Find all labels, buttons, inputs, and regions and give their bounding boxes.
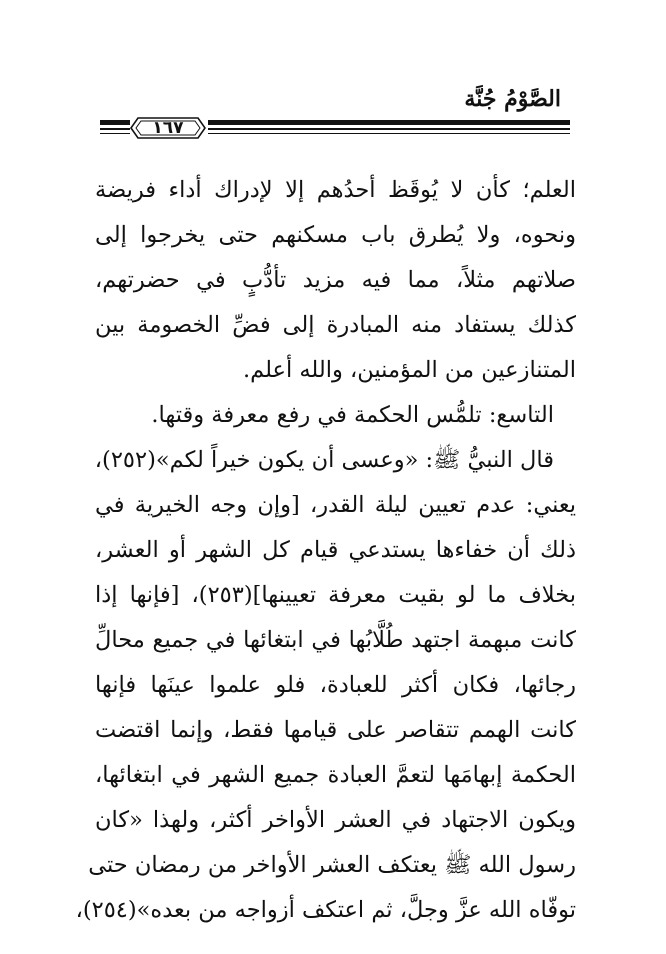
text-line: يعني: عدم تعيين ليلة القدر، [وإن وجه الخيرية في [95, 492, 576, 518]
header-rule [100, 117, 570, 139]
text-line: الحكمة إبهامَها لتعمَّ العبادة جميع الشهر في ابتغائها، [95, 762, 576, 788]
text-line: رجائها، فكان أكثر للعبادة، فلو علموا عينَها فإنها [95, 672, 576, 698]
text-line: قال النبيُّ ﷺ: «وعسى أن يكون خيراً لكم»(٢٥٢)، [94, 447, 554, 473]
header-rule-left [100, 120, 130, 135]
running-title: الصَّوْمُ جُنَّة [464, 86, 561, 112]
text-line: توفّاه الله عزَّ وجلَّ، ثم اعتكف أزواجه من بعده»(٢٥٤)، [75, 897, 576, 923]
section-heading: التاسع: تلمُّس الحكمة في رفع معرفة وقتها. [151, 402, 554, 428]
text-line: كانت مبهمة اجتهد طُلَّابُها في ابتغائها في جميع محالِّ [95, 627, 576, 653]
header-rule-right [208, 120, 570, 135]
text-line: كانت الهمم تتقاصر على قيامها فقط، وإنما اقتضت [95, 717, 576, 743]
text-line: المتنازعين من المؤمنين، والله أعلم. [242, 357, 576, 383]
page-number: ١٦٧ [152, 118, 184, 138]
text-line: ذلك أن خفاءها يستدعي قيام كل الشهر أو العشر، [95, 537, 576, 563]
body-text [75, 168, 576, 933]
page-header [0, 0, 666, 140]
text-line: رسول الله ﷺ يعتكف العشر الأواخر من رمضان حتى [88, 852, 576, 878]
text-line: ويكون الاجتهاد في العشر الأواخر أكثر، ولهذا «كان [95, 807, 576, 833]
text-line: بخلاف ما لو بقيت معرفة تعيينها](٢٥٣)، [فإنها إذا [95, 582, 576, 608]
page-number-frame [130, 117, 206, 139]
text-line: ونحوه، ولا يُطرق باب مسكنهم حتى يخرجوا إلى [95, 222, 576, 248]
text-line: كذلك يستفاد منه المبادرة إلى فضِّ الخصومة بين [95, 312, 576, 338]
text-line: العلم؛ كأن لا يُوقَظ أحدُهم إلا لإدراك أداء فريضة [95, 177, 576, 203]
text-line: صلاتهم مثلاً، مما فيه مزيد تأدُّبٍ في حضرتهم، [95, 267, 576, 293]
